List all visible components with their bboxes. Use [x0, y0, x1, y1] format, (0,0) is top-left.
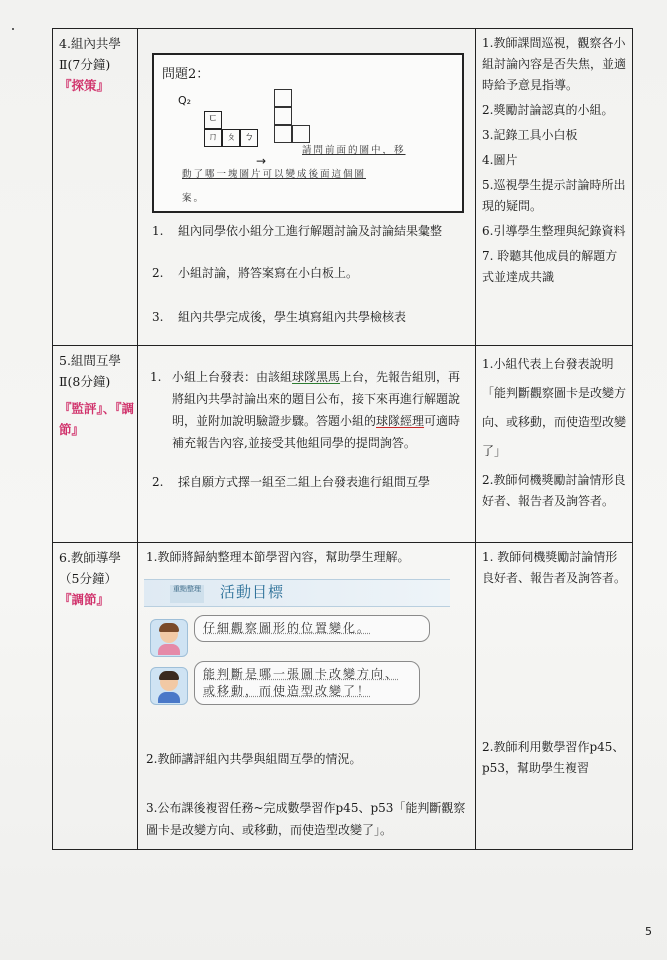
step-item: 1.教師將歸納整理本節學習內容，幫助學生理解。: [146, 550, 410, 564]
notes-cell: [476, 346, 633, 543]
step-text: 組內共學完成後，學生填寫組內共學檢核表: [178, 310, 407, 324]
step-number: 2.: [152, 475, 164, 489]
note-item: 1. 教師伺機獎勵討論情形良好者、報告者及詢答者。: [482, 550, 627, 585]
note-item: 7. 聆聽其他成員的解題方式並達成共識: [482, 249, 618, 284]
step-text: 小組討論，將答案寫在小白板上。: [178, 266, 359, 280]
stage-name: 5.組間互學: [59, 353, 121, 368]
step-text: 小組上台發表：由該組: [172, 370, 293, 384]
stage-time: Ⅱ(8分鐘): [59, 374, 111, 389]
speech-bubble: [194, 661, 420, 705]
step-text-highlight: 球隊經理: [376, 414, 425, 428]
bubble-text: 仔細觀察圖形的位置變化。: [203, 621, 372, 635]
figure-cell: ㄇ: [204, 129, 222, 147]
stage-time: （5分鐘）: [59, 571, 117, 586]
step-number: 3.: [152, 310, 164, 324]
figure-cell: ㄅ: [240, 129, 258, 147]
note-item: 3.記錄工具小白板: [482, 128, 578, 142]
girl-avatar-icon: [150, 619, 188, 657]
step-text: 組內同學依小組分工進行解題討論及討論結果彙整: [178, 224, 443, 238]
step-number: 2.: [152, 266, 164, 280]
problem-text-line: 請問前面的圖中，移: [302, 145, 406, 156]
stage-tag: 『探策』: [59, 78, 110, 93]
textbook-header: [144, 579, 450, 607]
stage-time: Ⅱ(7分鐘): [59, 57, 111, 72]
step-number: 1.: [152, 224, 164, 238]
lesson-plan-table: [52, 28, 633, 850]
row-group-learning: [53, 29, 633, 346]
step-item: 3.公布課後複習任務~完成數學習作p45、p53「能判斷觀察圖卡是改變方向、或移動，而使造型改變了」。: [146, 801, 466, 837]
note-item: 5.巡視學生提示討論時所出現的疑問。: [482, 178, 626, 213]
boy-avatar-icon: [150, 667, 188, 705]
note-item: 4.圖片: [482, 153, 518, 167]
figure-cell: ㄆ: [222, 129, 240, 147]
problem-text-line: 案。: [182, 193, 206, 204]
note-item: 1.教師課間巡視，觀察各小組討論內容是否失焦，並適時給予意見指導。: [482, 36, 627, 92]
figure-cell: ㄷ: [204, 111, 222, 129]
activity-cell: [138, 346, 476, 543]
textbook-title: 活動目標: [220, 583, 285, 601]
problem-title: 問題2：: [162, 67, 210, 82]
stage-cell: [53, 29, 138, 346]
step-item: [152, 263, 358, 283]
problem-text: [182, 139, 452, 211]
stage-cell: [53, 346, 138, 543]
step-number: 1.: [150, 370, 162, 384]
step-item: [152, 472, 430, 492]
stage-cell: [53, 543, 138, 850]
note-item: 2.教師伺機獎勵討論情形良好者、報告者及詢答者。: [482, 473, 626, 508]
step-item: [150, 366, 468, 454]
stage-tag: 『監評』、『調節』: [59, 401, 135, 437]
problem-label: Q₂: [178, 94, 192, 107]
step-item: [152, 307, 406, 327]
notes-cell: [476, 543, 633, 850]
step-text-highlight: 球隊黑馬: [292, 370, 341, 384]
note-item: 6.引導學生整理與紀錄資料: [482, 224, 626, 238]
step-item: 2.教師講評組內共學與組間互學的情況。: [146, 752, 362, 766]
row-teacher-guided: [53, 543, 633, 850]
stage-tag: 『調節』: [59, 592, 110, 607]
textbook-badge: 重點整理: [170, 585, 204, 603]
step-item: [152, 221, 442, 241]
problem-text-line: 動了哪一塊圖片可以變成後面這個圖: [182, 169, 367, 180]
arrow-icon: →: [256, 154, 267, 168]
notes-cell: [476, 29, 633, 346]
speech-bubble: [194, 615, 430, 642]
page-number: 5: [645, 925, 652, 938]
step-text: 上台，先報告組別，再將組內共學討論出來的題目公布，接下來再進行解題說明，並附加說明驗證步驟。答題小組的: [172, 370, 461, 428]
stage-name: 4.組內共學: [59, 36, 121, 51]
speck: [12, 28, 14, 30]
bubble-text: 能判斷是哪一張圖卡改變方向、或移動，而使造型改變了！: [203, 667, 400, 698]
note-item: 2.教師利用數學習作p45、p53，幫助學生複習: [482, 740, 625, 775]
figure-cell-empty: [274, 89, 292, 107]
step-text: 採自願方式擇一組至二組上台發表進行組間互學: [178, 475, 431, 489]
step-text: 可適時補充報告內容,並接受其他組同學的提問詢答。: [172, 414, 461, 450]
figure-cell-empty: [274, 107, 292, 125]
note-item: 2.獎勵討論認真的小組。: [482, 103, 614, 117]
row-intergroup-learning: [53, 346, 633, 543]
problem-box: [152, 53, 464, 213]
stage-name: 6.教師導學: [59, 550, 121, 565]
activity-cell: [138, 29, 476, 346]
note-item: 1.小組代表上台發表說明「能判斷觀察圖卡是改變方向、或移動，而使造型改變了」: [482, 357, 627, 458]
activity-cell: [138, 543, 476, 850]
